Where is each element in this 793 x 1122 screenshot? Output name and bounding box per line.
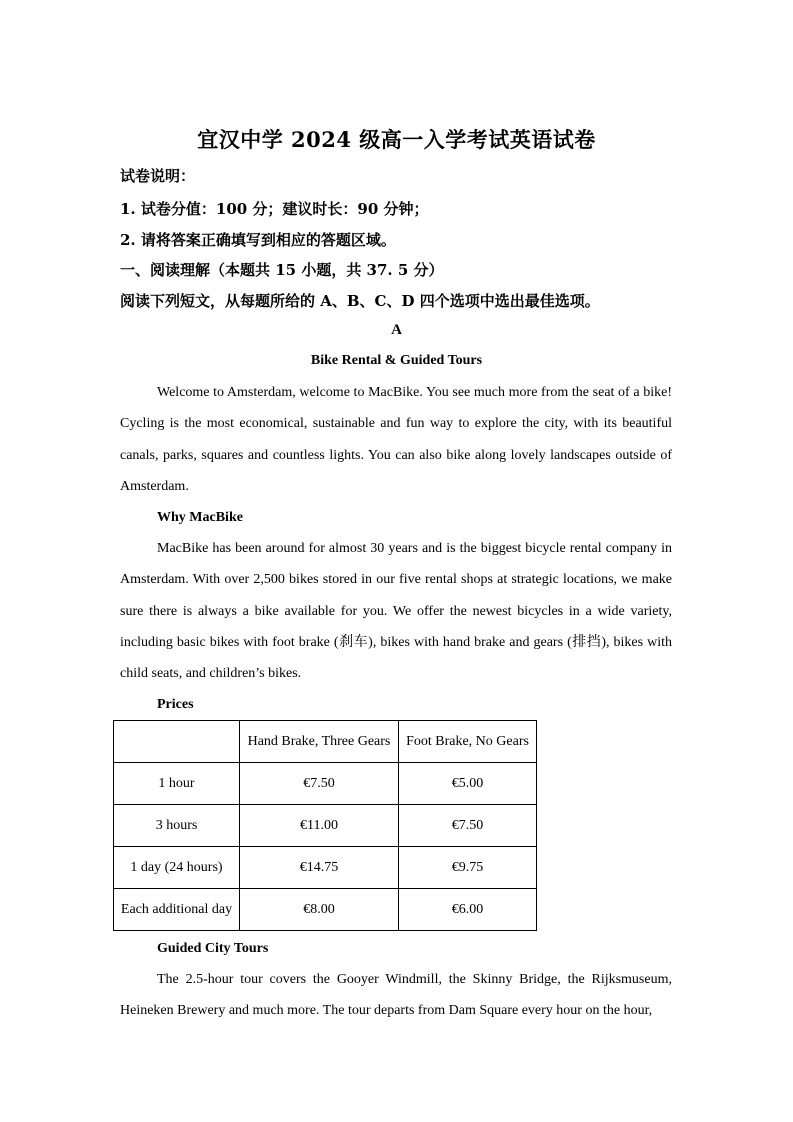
table-cell: 1 hour bbox=[114, 763, 240, 805]
table-cell: €11.00 bbox=[240, 805, 399, 847]
table-cell: Each additional day bbox=[114, 889, 240, 931]
table-cell: €9.75 bbox=[399, 847, 537, 889]
table-row bbox=[114, 847, 537, 889]
table-cell: €14.75 bbox=[240, 847, 399, 889]
table-cell: 3 hours bbox=[114, 805, 240, 847]
table-cell: €6.00 bbox=[399, 889, 537, 931]
table-cell: 1 day (24 hours) bbox=[114, 847, 240, 889]
instructions-heading: 试卷说明： bbox=[120, 167, 196, 185]
exam-title: 宜汉中学 2024 级高一入学考试英语试卷 bbox=[197, 127, 596, 152]
table-header-row bbox=[114, 721, 537, 763]
table-cell: €7.50 bbox=[399, 805, 537, 847]
table-cell: €8.00 bbox=[240, 889, 399, 931]
prices-heading: Prices bbox=[157, 697, 194, 712]
section-heading: 一、阅读理解（本题共 15 小题，共 37. 5 分） bbox=[120, 261, 444, 279]
passage-label: A bbox=[391, 322, 402, 338]
table-header-cell: Foot Brake, No Gears bbox=[399, 721, 537, 763]
guided-tours-paragraph: The 2.5-hour tour covers the Gooyer Windmill, the Skinny Bridge, the Rijksmuseum, Heineken Brewery and much more. The tour departs from Dam Square every hour on the hour, bbox=[120, 972, 672, 1019]
table-row bbox=[114, 889, 537, 931]
prices-table bbox=[113, 720, 537, 931]
passage-title: Bike Rental & Guided Tours bbox=[310, 353, 483, 368]
table-row bbox=[114, 805, 537, 847]
why-macbike-paragraph: MacBike has been around for almost 30 years and is the biggest bicycle rental company in Amsterdam. With over 2,500 bikes stored in our five rental shops at strategic locations, we make sure there is always a bike available for you. We offer the newest bicycles in a wide variety, including basic bikes with foot brake (刹车), bikes with hand brake and gears (排挡), bikes with child seats, and children’s bikes. bbox=[120, 541, 672, 682]
table-header-cell: Hand Brake, Three Gears bbox=[240, 721, 399, 763]
why-macbike-heading: Why MacBike bbox=[157, 510, 243, 525]
section-direction: 阅读下列短文，从每题所给的 A、B、C、D 四个选项中选出最佳选项。 bbox=[120, 292, 600, 310]
instruction-item-1: 1. 试卷分值：100 分；建议时长：90 分钟； bbox=[120, 200, 429, 218]
table-cell: €5.00 bbox=[399, 763, 537, 805]
instruction-item-2: 2. 请将答案正确填写到相应的答题区域。 bbox=[120, 231, 396, 249]
table-cell: €7.50 bbox=[240, 763, 399, 805]
table-header-cell bbox=[114, 721, 240, 763]
table-row bbox=[114, 763, 537, 805]
intro-paragraph: Welcome to Amsterdam, welcome to MacBike. You see much more from the seat of a bike! Cycling is the most economical, sustainable and fun way to explore the city, with its beautiful canals, parks, squares and countless lights. You can also bike along lovely landscapes outside of Amsterdam. bbox=[120, 385, 672, 494]
guided-tours-heading: Guided City Tours bbox=[157, 941, 269, 956]
